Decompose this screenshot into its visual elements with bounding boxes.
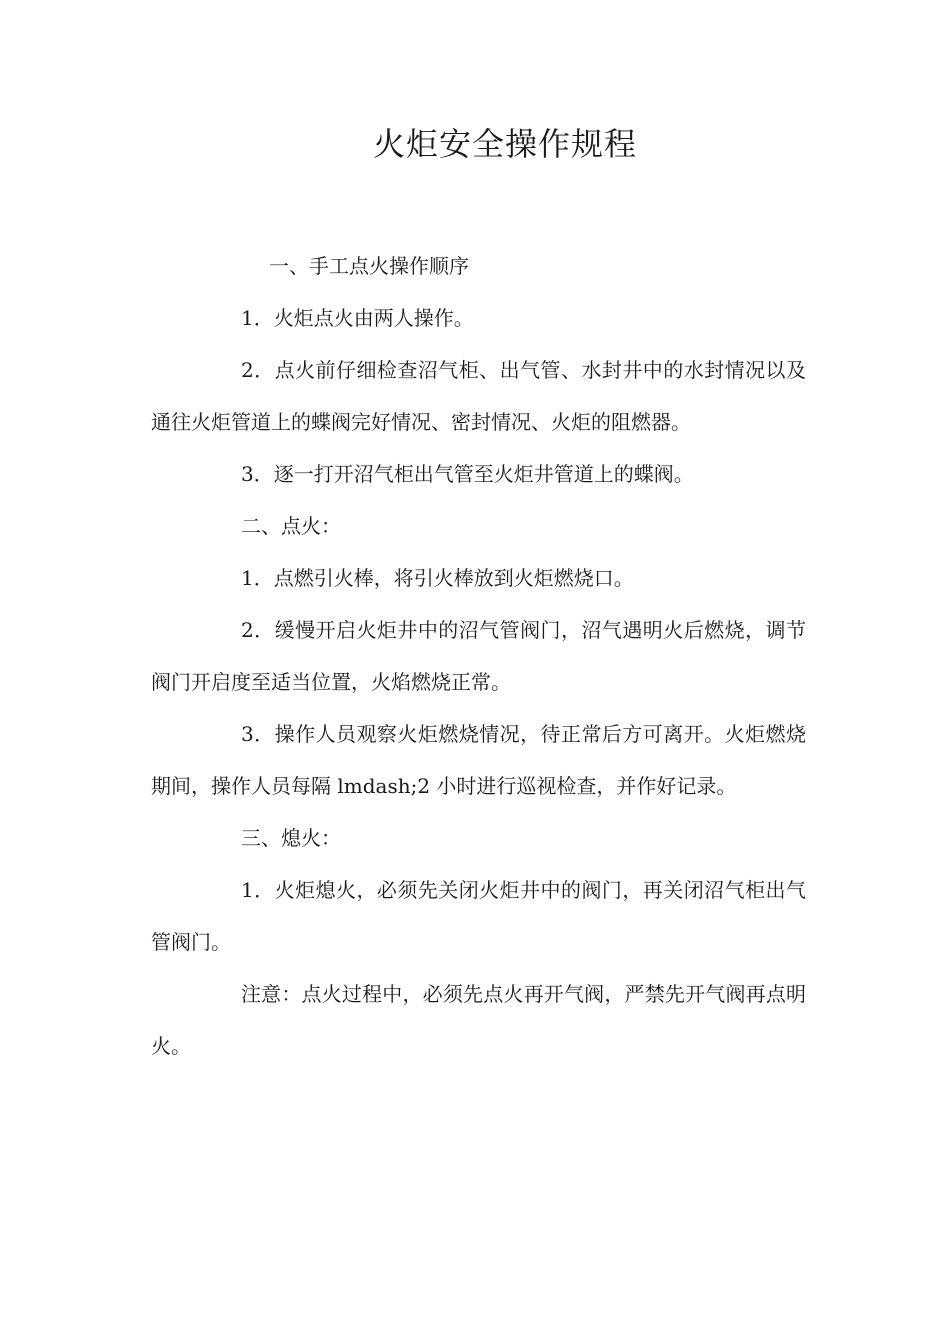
document-title: 火炬安全操作规程 xyxy=(372,125,637,163)
paragraph-extinguish-step-1: 1．火炬熄火，必须先关闭火炬井中的阀门，再关闭沼气柜出气管阀门。 xyxy=(151,878,806,954)
paragraph-step-1: 1．火炬点火由两人操作。 xyxy=(241,306,474,330)
paragraph-step-3: 3．逐一打开沼气柜出气管至火炬井管道上的蝶阀。 xyxy=(241,462,694,486)
paragraph-ignition-step-2: 2．缓慢开启火炬井中的沼气管阀门，沼气遇明火后燃烧，调节阀门开启度至适当位置，火焰燃烧正常。 xyxy=(151,618,806,694)
paragraph-step-2: 2．点火前仔细检查沼气柜、出气管、水封井中的水封情况以及通往火炬管道上的蝶阀完好情况、密封情况、火炬的阻燃器。 xyxy=(151,358,806,434)
paragraph-ignition-step-1: 1．点燃引火棒，将引火棒放到火炬燃烧口。 xyxy=(241,566,634,590)
paragraph-note: 注意：点火过程中，必须先点火再开气阀，严禁先开气阀再点明火。 xyxy=(151,982,806,1058)
paragraph-ignition-step-3: 3．操作人员观察火炬燃烧情况，待正常后方可离开。火炬燃烧期间，操作人员每隔 lmdash;2 小时进行巡视检查，并作好记录。 xyxy=(151,722,806,798)
section-heading-ignition: 二、点火： xyxy=(241,514,341,538)
section-heading-extinguish: 三、熄火： xyxy=(241,826,341,850)
section-heading-manual-ignition: 一、手工点火操作顺序 xyxy=(269,254,469,278)
document-body xyxy=(151,240,806,1072)
